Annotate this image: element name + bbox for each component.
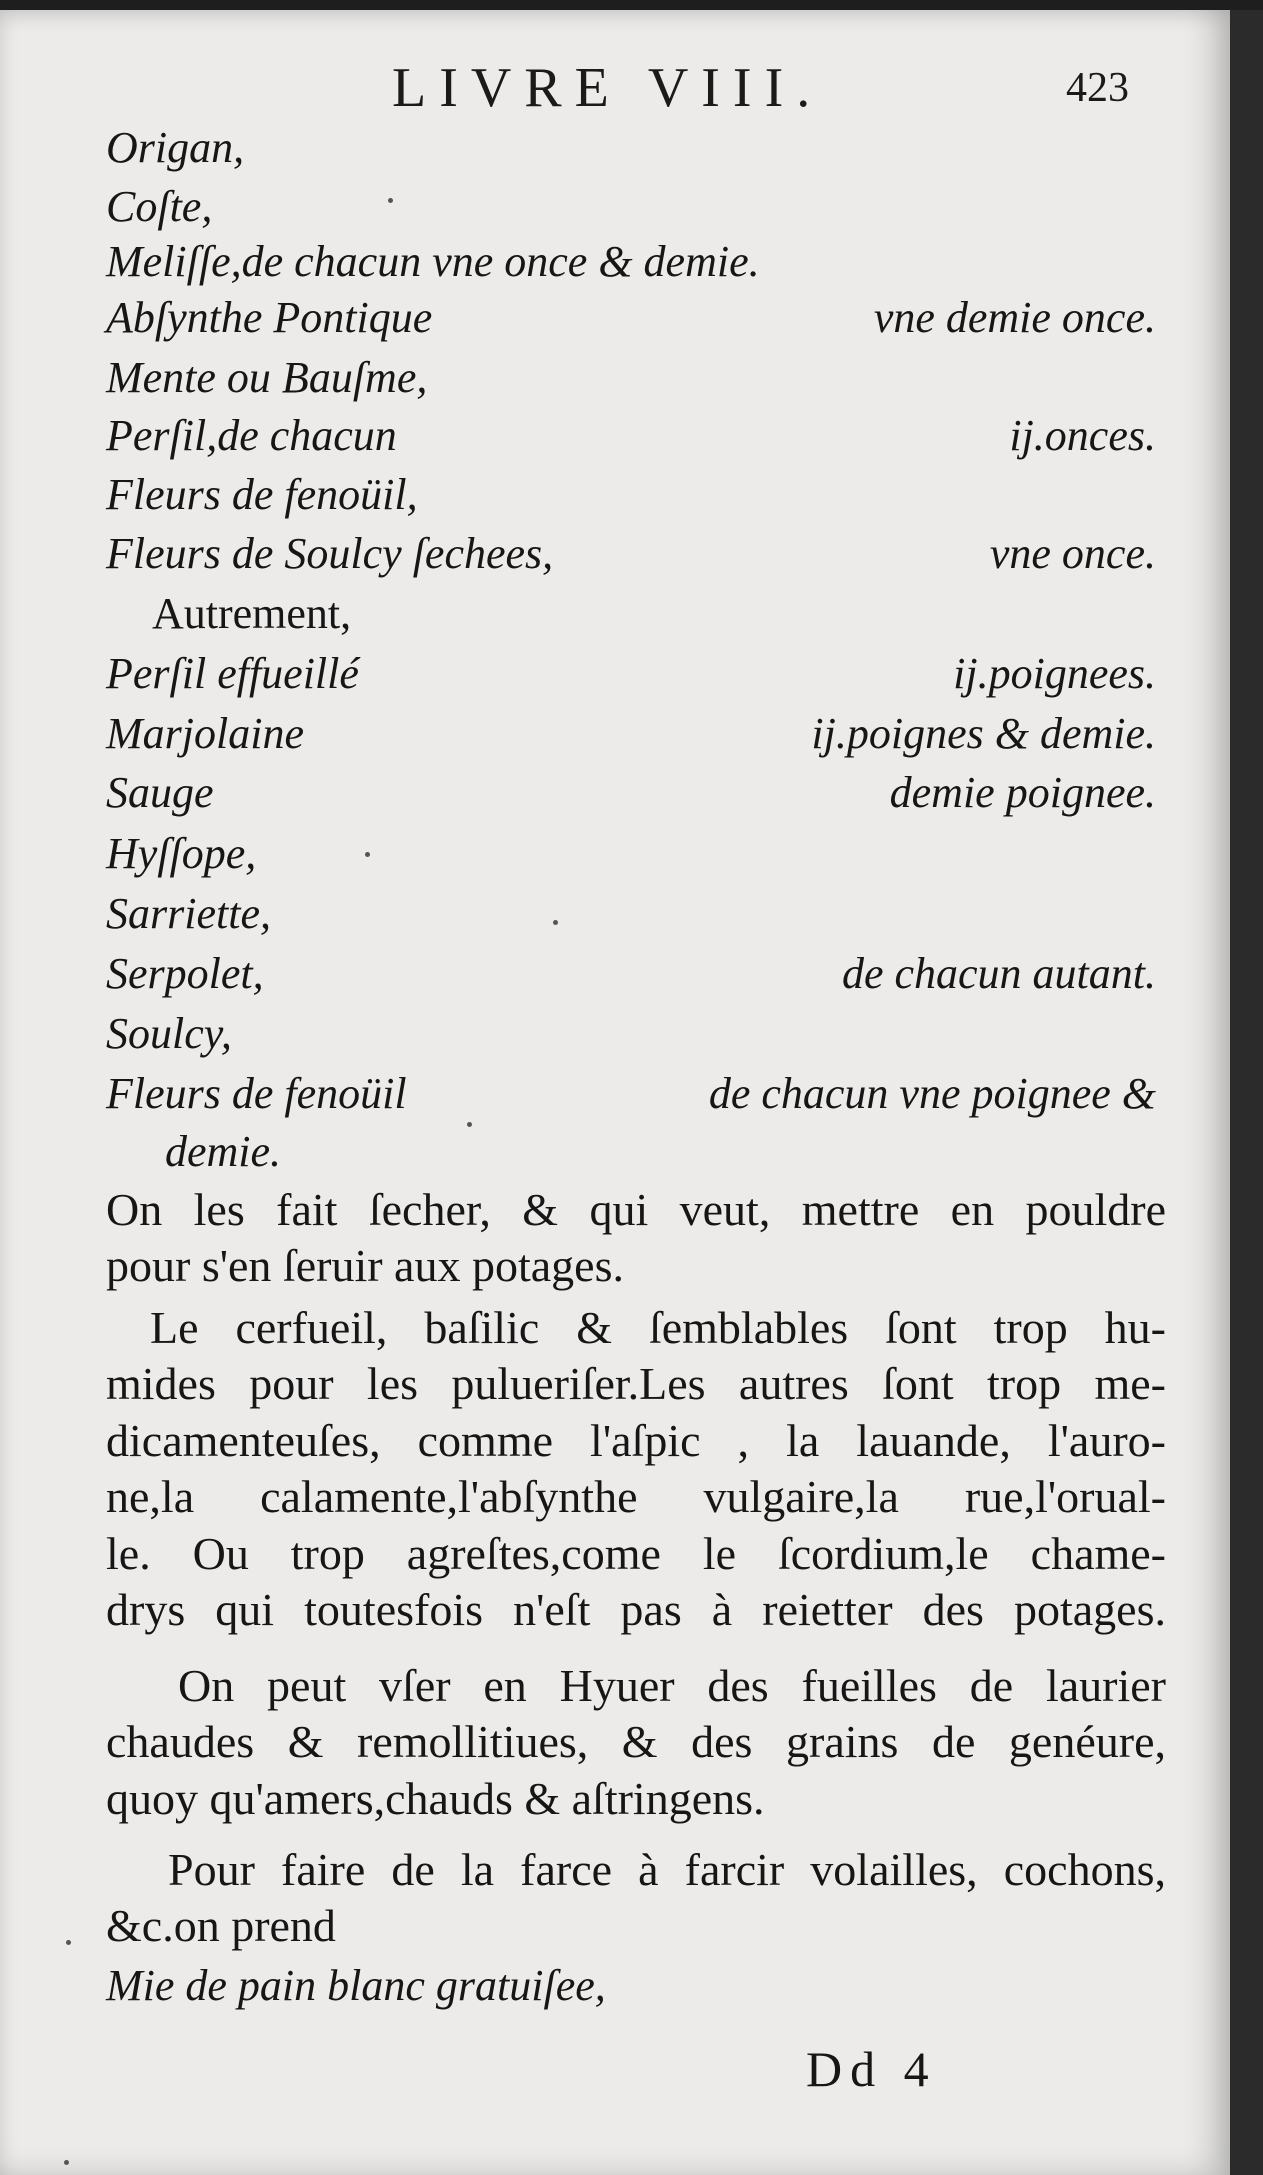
signature-mark: Dd 4 bbox=[806, 2041, 937, 2097]
ingredient-quantity: vne once. bbox=[989, 529, 1156, 578]
ingredient-name: Fleurs de fenoüil, bbox=[106, 470, 418, 519]
ingredient-name: Mente ou Bauſme, bbox=[106, 353, 428, 402]
ingredient-name: Coſte, bbox=[106, 182, 213, 231]
list-item bbox=[106, 122, 1156, 186]
list-item-continuation: demie. bbox=[165, 1127, 282, 1176]
list-item bbox=[106, 469, 1156, 533]
ingredient-name: Sarriette, bbox=[106, 889, 271, 938]
text-line: &c.on prend bbox=[106, 1900, 336, 1952]
running-title: LIVRE VIII. bbox=[392, 57, 824, 119]
text-line: Pour faire de la farce à farcir volailles, cochons, bbox=[168, 1844, 1166, 1895]
list-item bbox=[106, 1960, 1156, 2024]
page-number: 423 bbox=[1066, 65, 1129, 111]
ingredient-name: Fleurs de Soulcy ſechees, bbox=[106, 529, 554, 578]
list-item bbox=[106, 1008, 1156, 1072]
list-item bbox=[106, 708, 1156, 772]
ingredient-name: Abſynthe Pontique bbox=[106, 293, 433, 342]
text-line: pour s'en ſeruir aux potages. bbox=[106, 1240, 624, 1292]
list-item bbox=[106, 828, 1156, 892]
list-item bbox=[106, 948, 1156, 1012]
text-line: Le cerfueil, baſilic & ſemblables ſont trop hu- bbox=[150, 1302, 1166, 1353]
ingredient-name: Meliſſe,de chacun vne once & demie. bbox=[106, 237, 760, 286]
ingredient-name: Perſil,de chacun bbox=[106, 411, 397, 460]
text-line: On les fait ſecher, & qui veut, mettre en pouldre bbox=[106, 1184, 1166, 1235]
text-line: chaudes & remollitiues, & des grains de genéure, bbox=[106, 1716, 1166, 1768]
ingredient-quantity: ij.poignes & demie. bbox=[811, 709, 1156, 758]
ingredient-name: Fleurs de fenoüil bbox=[106, 1069, 407, 1118]
list-item bbox=[106, 1068, 1156, 1132]
ingredient-name: Mie de pain blanc gratuiſee, bbox=[106, 1961, 606, 2010]
scan-speck bbox=[388, 198, 393, 203]
ingredient-quantity: ij.poignees. bbox=[953, 649, 1156, 698]
list-item bbox=[106, 648, 1156, 712]
paragraph bbox=[106, 1658, 1166, 1827]
text-line: dicamenteuſes, comme l'aſpic , la lauande, l'auro- bbox=[106, 1414, 1166, 1466]
ingredient-name: Sauge bbox=[106, 768, 214, 817]
ingredient-name: Soulcy, bbox=[106, 1009, 232, 1058]
scan-speck bbox=[66, 1940, 71, 1945]
list-item bbox=[106, 528, 1156, 592]
list-item bbox=[106, 410, 1156, 474]
ingredient-quantity: de chacun autant. bbox=[841, 949, 1156, 998]
ingredient-quantity: ij.onces. bbox=[1009, 411, 1156, 460]
scan-speck bbox=[64, 2160, 69, 2165]
scan-speck bbox=[365, 852, 370, 857]
ingredient-name: Origan, bbox=[106, 123, 245, 172]
list-item bbox=[106, 767, 1156, 831]
page-edge-shadow bbox=[1230, 0, 1263, 2175]
ingredient-name: Hyſſope, bbox=[106, 829, 257, 878]
ingredient-name: Serpolet, bbox=[106, 949, 264, 998]
text-line: drys qui toutesfois n'eſt pas à reietter des potages. bbox=[106, 1584, 1166, 1636]
section-subheading: Autrement, bbox=[152, 589, 352, 638]
text-line: le. Ou trop agreſtes,come le ſcordium,le chame- bbox=[106, 1527, 1166, 1579]
ingredient-name: Marjolaine bbox=[106, 709, 304, 758]
list-item bbox=[106, 888, 1156, 952]
ingredient-quantity: de chacun vne poignee & bbox=[708, 1069, 1156, 1118]
list-item bbox=[106, 236, 1156, 300]
list-item bbox=[106, 292, 1156, 356]
scan-speck bbox=[553, 920, 558, 925]
text-line: mides pour les pulueriſer.Les autres ſont trop me- bbox=[106, 1358, 1166, 1410]
ingredient-name: Perſil effueillé bbox=[106, 649, 359, 698]
ingredient-quantity: vne demie once. bbox=[873, 293, 1156, 342]
scan-speck bbox=[467, 1122, 472, 1127]
paragraph bbox=[106, 1300, 1166, 1638]
paragraph bbox=[106, 1182, 1166, 1295]
text-line: ne,la calamente,l'abſynthe vulgaire,la rue,l'orual- bbox=[106, 1471, 1166, 1523]
ingredient-quantity: demie poignee. bbox=[889, 768, 1156, 817]
text-line: On peut vſer en Hyuer des fueilles de laurier bbox=[178, 1660, 1166, 1711]
text-line: quoy qu'amers,chauds & aſtringens. bbox=[106, 1772, 765, 1824]
paragraph bbox=[106, 1842, 1166, 1955]
list-item bbox=[106, 352, 1156, 416]
